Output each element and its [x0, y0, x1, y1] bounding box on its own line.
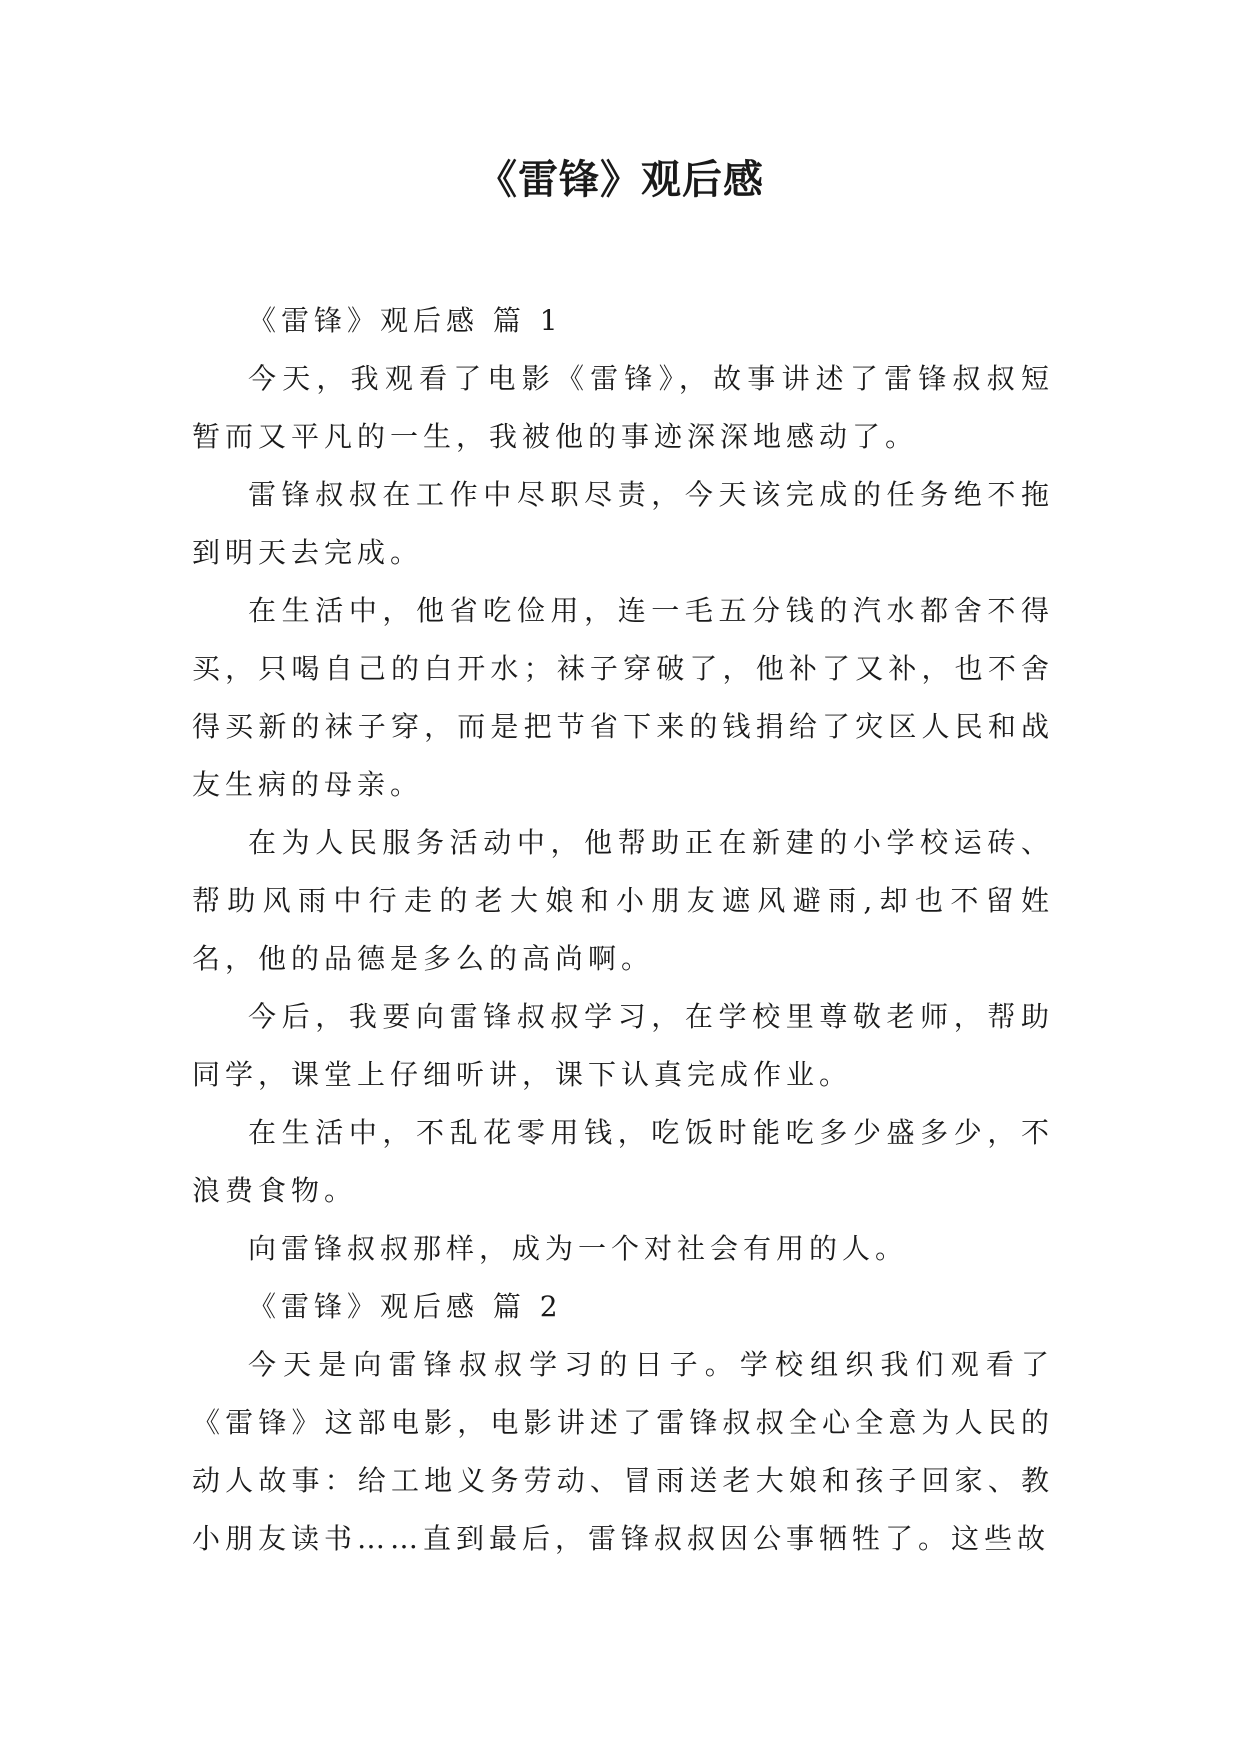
paragraph: 今后，我要向雷锋叔叔学习，在学校里尊敬老师，帮助同学，课堂上仔细听讲，课下认真完成作业。 [192, 1000, 1054, 1091]
paragraph: 在生活中，不乱花零用钱，吃饭时能吃多少盛多少，不浪费食物。 [192, 1116, 1054, 1207]
paragraph: 在生活中，他省吃俭用，连一毛五分钱的汽水都舍不得买，只喝自己的白开水；袜子穿破了，他补了又补，也不舍得买新的袜子穿，而是把节省下来的钱捐给了灾区人民和战友生病的母亲。 [192, 594, 1054, 801]
paragraph: 今天，我观看了电影《雷锋》，故事讲述了雷锋叔叔短暂而又平凡的一生，我被他的事迹深深地感动了。 [192, 362, 1054, 453]
section-heading-2: 《雷锋》观后感 篇 2 [248, 1290, 563, 1323]
paragraph: 向雷锋叔叔那样，成为一个对社会有用的人。 [248, 1232, 909, 1265]
document-body [192, 292, 1054, 1568]
section-heading-1: 《雷锋》观后感 篇 1 [248, 304, 563, 337]
document-title: 《雷锋》观后感 [477, 156, 764, 203]
paragraph: 雷锋叔叔在工作中尽职尽责，今天该完成的任务绝不拖到明天去完成。 [192, 478, 1054, 569]
paragraph: 在为人民服务活动中，他帮助正在新建的小学校运砖、帮助风雨中行走的老大娘和小朋友遮风避雨,却也不留姓名，他的品德是多么的高尚啊。 [192, 826, 1054, 975]
paragraph: 今天是向雷锋叔叔学习的日子。学校组织我们观看了《雷锋》这部电影，电影讲述了雷锋叔叔全心全意为人民的动人故事：给工地义务劳动、冒雨送老大娘和孩子回家、教小朋友读书……直到最后，雷锋叔叔因公事牺牲了。这些故 [192, 1348, 1054, 1555]
